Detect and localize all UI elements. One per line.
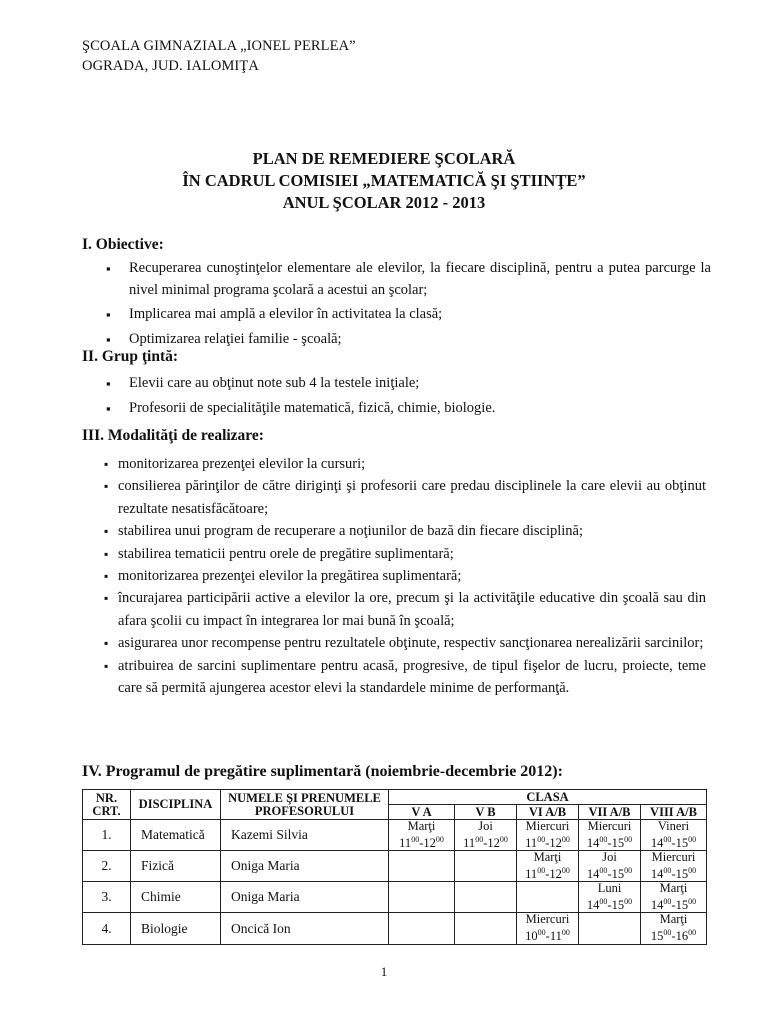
time-start-hour: 15 bbox=[650, 929, 664, 944]
list-item: ▪ atribuirea de sarcini suplimentare pentru acasă, progresive, de tipul fişelor de lucru, proiecte, teme care să permită ajungerea acestor elevi la standardele minime de performanţă. bbox=[104, 655, 706, 700]
title-line-3: ANUL ŞCOLAR 2012 - 2013 bbox=[282, 193, 486, 212]
schedule-time: $14^{00}-15^{00}$ bbox=[586, 897, 633, 913]
time-start-hour: 11 bbox=[525, 867, 538, 882]
list-item: ▪ Implicarea mai amplă a elevilor în activitatea la clasă; bbox=[106, 304, 711, 326]
schedule-slot bbox=[582, 851, 637, 881]
time-start-hour: 11 bbox=[399, 836, 412, 851]
schedule-cell bbox=[579, 851, 641, 882]
page-number: 1 bbox=[380, 964, 388, 979]
schedule-day: Miercuri bbox=[587, 819, 632, 833]
schedule-slot bbox=[582, 882, 637, 912]
time-end-hour: 12 bbox=[549, 836, 562, 851]
list-item: ▪ asigurarea unor recompense pentru rezultatele obţinute, respectiv sancţionarea nerealizării sarcinilor; bbox=[104, 632, 706, 654]
time-start-minutes: 00 bbox=[663, 897, 672, 907]
schedule-cell bbox=[389, 913, 455, 944]
schedule-cell bbox=[389, 820, 455, 851]
schedule-cell bbox=[455, 913, 517, 944]
schedule-slot bbox=[582, 820, 637, 850]
schedule-slot bbox=[644, 851, 703, 881]
time-end-hour: 15 bbox=[675, 898, 689, 913]
row-number: 1. bbox=[83, 820, 131, 851]
row-discipline: Chimie bbox=[131, 882, 221, 913]
schedule-day: Miercuri bbox=[651, 850, 696, 865]
time-end-hour: 15 bbox=[611, 836, 625, 851]
schedule-time: $10^{00}-11^{00}$ bbox=[525, 928, 570, 944]
time-end-hour: 15 bbox=[611, 867, 625, 882]
column-header-class-5a: V A bbox=[389, 805, 455, 820]
schedule-cell bbox=[455, 851, 517, 882]
schedule-day: Joi bbox=[602, 850, 617, 865]
schedule-cell bbox=[641, 913, 707, 944]
schedule-time: $14^{00}-15^{00}$ bbox=[586, 866, 633, 882]
row-teacher: Oniga Maria bbox=[221, 851, 389, 882]
schedule-time: $14^{00}-15^{00}$ bbox=[650, 897, 697, 913]
time-start-minutes: 00 bbox=[411, 835, 420, 844]
methods-list bbox=[104, 453, 706, 699]
column-header-nr: NR. CRT. bbox=[83, 790, 131, 820]
schedule-slot bbox=[458, 820, 513, 850]
time-start-hour: 14 bbox=[586, 836, 600, 851]
time-start-hour: 14 bbox=[650, 836, 664, 851]
schedule-day: Marţi bbox=[659, 881, 688, 896]
column-header-class: CLASA bbox=[389, 790, 707, 805]
schedule-slot bbox=[520, 913, 575, 943]
section-program-heading: IV. Programul de pregătire suplimentară (noiembrie-decembrie 2012): bbox=[82, 763, 563, 780]
school-name: ŞCOALA GIMNAZIALA „IONEL PERLEA” bbox=[82, 38, 356, 54]
time-start-minutes: 00 bbox=[537, 835, 546, 844]
schedule-cell bbox=[517, 913, 579, 944]
time-end-minutes: 00 bbox=[688, 928, 697, 938]
objectives-list bbox=[106, 258, 711, 353]
title-line-1: PLAN DE REMEDIERE ŞCOLARĂ bbox=[252, 149, 516, 168]
schedule-cell bbox=[641, 882, 707, 913]
time-end-minutes: 00 bbox=[561, 866, 570, 876]
list-item: ▪ stabilirea unui program de recuperare a noţiunilor de bază din fiecare disciplină; bbox=[104, 520, 706, 542]
column-header-class-7: VII A/B bbox=[579, 805, 641, 820]
list-item: ▪ stabilirea tematicii pentru orele de pregătire suplimentară; bbox=[104, 543, 706, 565]
time-end-minutes: 00 bbox=[688, 866, 697, 876]
column-header-teacher: NUMELE ŞI PRENUMELE PROFESORULUI bbox=[221, 790, 389, 820]
time-end-hour: 16 bbox=[675, 929, 689, 944]
row-discipline: Matematică bbox=[131, 820, 221, 851]
table-row bbox=[83, 913, 707, 944]
list-item: ▪ încurajarea participării active a elevilor la ore, precum şi la activităţile educative din şcoală sau din afara şcolii cu impact în integrarea lor mai bună în şcoală; bbox=[104, 587, 706, 632]
schedule-slot bbox=[520, 851, 575, 881]
title-line-2: ÎN CADRUL COMISIEI „MATEMATICĂ ŞI ŞTIINŢE” bbox=[182, 171, 586, 190]
schedule-time: $14^{00}-15^{00}$ bbox=[586, 835, 633, 851]
time-start-hour: 14 bbox=[650, 867, 664, 882]
schedule-time: $11^{00}-12^{00}$ bbox=[525, 835, 570, 851]
time-start-minutes: 00 bbox=[599, 866, 608, 876]
schedule-time: $15^{00}-16^{00}$ bbox=[650, 928, 697, 944]
time-start-minutes: 00 bbox=[537, 866, 546, 876]
target-group-list bbox=[106, 373, 711, 422]
schedule-day: Miercuri bbox=[525, 819, 570, 833]
schedule-cell bbox=[389, 882, 455, 913]
schedule-day: Marţi bbox=[533, 850, 562, 865]
list-item: ▪ monitorizarea prezenţei elevilor la pregătirea suplimentară; bbox=[104, 565, 706, 587]
row-number: 4. bbox=[83, 913, 131, 944]
time-start-minutes: 00 bbox=[663, 928, 672, 938]
schedule-slot bbox=[644, 882, 703, 912]
column-header-class-6: VI A/B bbox=[517, 805, 579, 820]
time-end-hour: 15 bbox=[675, 867, 689, 882]
time-end-minutes: 00 bbox=[624, 835, 633, 844]
time-start-hour: 14 bbox=[586, 898, 600, 913]
time-end-minutes: 00 bbox=[688, 897, 697, 907]
schedule-time: $11^{00}-12^{00}$ bbox=[525, 866, 570, 882]
column-header-class-8: VIII A/B bbox=[641, 805, 707, 820]
schedule-day: Marţi bbox=[659, 912, 688, 927]
schedule-slot bbox=[644, 913, 703, 943]
document-title bbox=[0, 148, 768, 214]
list-item: ▪ Optimizarea relaţiei familie - şcoală; bbox=[106, 329, 711, 351]
schedule-day: Joi bbox=[478, 819, 493, 833]
time-start-hour: 11 bbox=[525, 836, 538, 851]
list-item: ▪ consilierea părinţilor de către diriginţi şi profesorii care predau disciplinele la care elevii au obţinut rezultate nesatisfăcătoare; bbox=[104, 475, 706, 520]
time-start-hour: 11 bbox=[463, 836, 476, 851]
time-end-hour: 12 bbox=[487, 836, 500, 851]
row-teacher: Oniga Maria bbox=[221, 882, 389, 913]
time-end-minutes: 00 bbox=[435, 835, 444, 844]
row-discipline: Fizică bbox=[131, 851, 221, 882]
time-end-minutes: 00 bbox=[624, 866, 633, 876]
schedule-time: $14^{00}-15^{00}$ bbox=[650, 835, 697, 851]
time-start-hour: 14 bbox=[650, 898, 664, 913]
time-end-minutes: 00 bbox=[688, 835, 697, 844]
row-number: 2. bbox=[83, 851, 131, 882]
time-end-hour: 11 bbox=[549, 929, 562, 944]
table-row bbox=[83, 882, 707, 913]
time-start-minutes: 00 bbox=[663, 835, 672, 844]
schedule-cell bbox=[455, 882, 517, 913]
list-item: ▪ monitorizarea prezenţei elevilor la cursuri; bbox=[104, 453, 706, 475]
row-discipline: Biologie bbox=[131, 913, 221, 944]
time-start-minutes: 00 bbox=[537, 928, 546, 938]
table-row bbox=[83, 851, 707, 882]
schedule-day: Miercuri bbox=[525, 912, 570, 927]
schedule-time: $11^{00}-12^{00}$ bbox=[399, 835, 444, 851]
schedule-day: Vineri bbox=[657, 819, 690, 833]
table-row bbox=[83, 820, 707, 851]
schedule-cell bbox=[455, 820, 517, 851]
school-header bbox=[82, 36, 356, 76]
schedule-slot bbox=[520, 820, 575, 850]
row-teacher: Kazemi Silvia bbox=[221, 820, 389, 851]
schedule-time: $11^{00}-12^{00}$ bbox=[463, 835, 508, 851]
list-item: ▪ Recuperarea cunoştinţelor elementare ale elevilor, la fiecare disciplină, pentru a putea parcurge la nivel minimal programa şcolară a acestui an şcolar; bbox=[106, 258, 711, 301]
time-end-hour: 15 bbox=[675, 836, 689, 851]
schedule-cell bbox=[389, 851, 455, 882]
time-end-hour: 15 bbox=[611, 898, 625, 913]
section-methods-heading: III. Modalităţi de realizare: bbox=[82, 427, 264, 444]
schedule-cell bbox=[579, 820, 641, 851]
time-start-hour: 10 bbox=[525, 929, 538, 944]
time-start-minutes: 00 bbox=[599, 897, 608, 907]
schedule-cell bbox=[641, 820, 707, 851]
time-end-hour: 12 bbox=[423, 836, 436, 851]
row-teacher: Oncică Ion bbox=[221, 913, 389, 944]
time-start-minutes: 00 bbox=[663, 866, 672, 876]
schedule-slot bbox=[392, 820, 451, 850]
school-location: OGRADA, JUD. IALOMIŢA bbox=[82, 58, 259, 74]
list-item: ▪ Profesorii de specialităţile matematică, fizică, chimie, biologie. bbox=[106, 398, 711, 420]
schedule-time: $14^{00}-15^{00}$ bbox=[650, 866, 697, 882]
schedule-table bbox=[82, 789, 707, 945]
schedule-day: Marţi bbox=[407, 819, 436, 833]
column-header-class-5b: V B bbox=[455, 805, 517, 820]
schedule-cell bbox=[517, 820, 579, 851]
column-header-discipline: DISCIPLINA bbox=[131, 790, 221, 820]
time-end-hour: 12 bbox=[549, 867, 562, 882]
time-start-minutes: 00 bbox=[599, 835, 608, 844]
time-start-minutes: 00 bbox=[475, 835, 484, 844]
time-end-minutes: 00 bbox=[624, 897, 633, 907]
section-objectives-heading: I. Obiective: bbox=[82, 236, 164, 253]
time-end-minutes: 00 bbox=[499, 835, 508, 844]
time-end-minutes: 00 bbox=[561, 835, 570, 844]
time-start-hour: 14 bbox=[586, 867, 600, 882]
schedule-cell bbox=[579, 913, 641, 944]
time-end-minutes: 00 bbox=[561, 928, 570, 938]
section-target-group-heading: II. Grup ţintă: bbox=[82, 348, 179, 365]
schedule-cell bbox=[579, 882, 641, 913]
schedule-day: Luni bbox=[597, 881, 622, 896]
list-item: ▪ Elevii care au obţinut note sub 4 la testele iniţiale; bbox=[106, 373, 711, 395]
schedule-slot bbox=[644, 820, 703, 850]
schedule-cell bbox=[517, 851, 579, 882]
row-number: 3. bbox=[83, 882, 131, 913]
schedule-cell bbox=[641, 851, 707, 882]
schedule-cell bbox=[517, 882, 579, 913]
